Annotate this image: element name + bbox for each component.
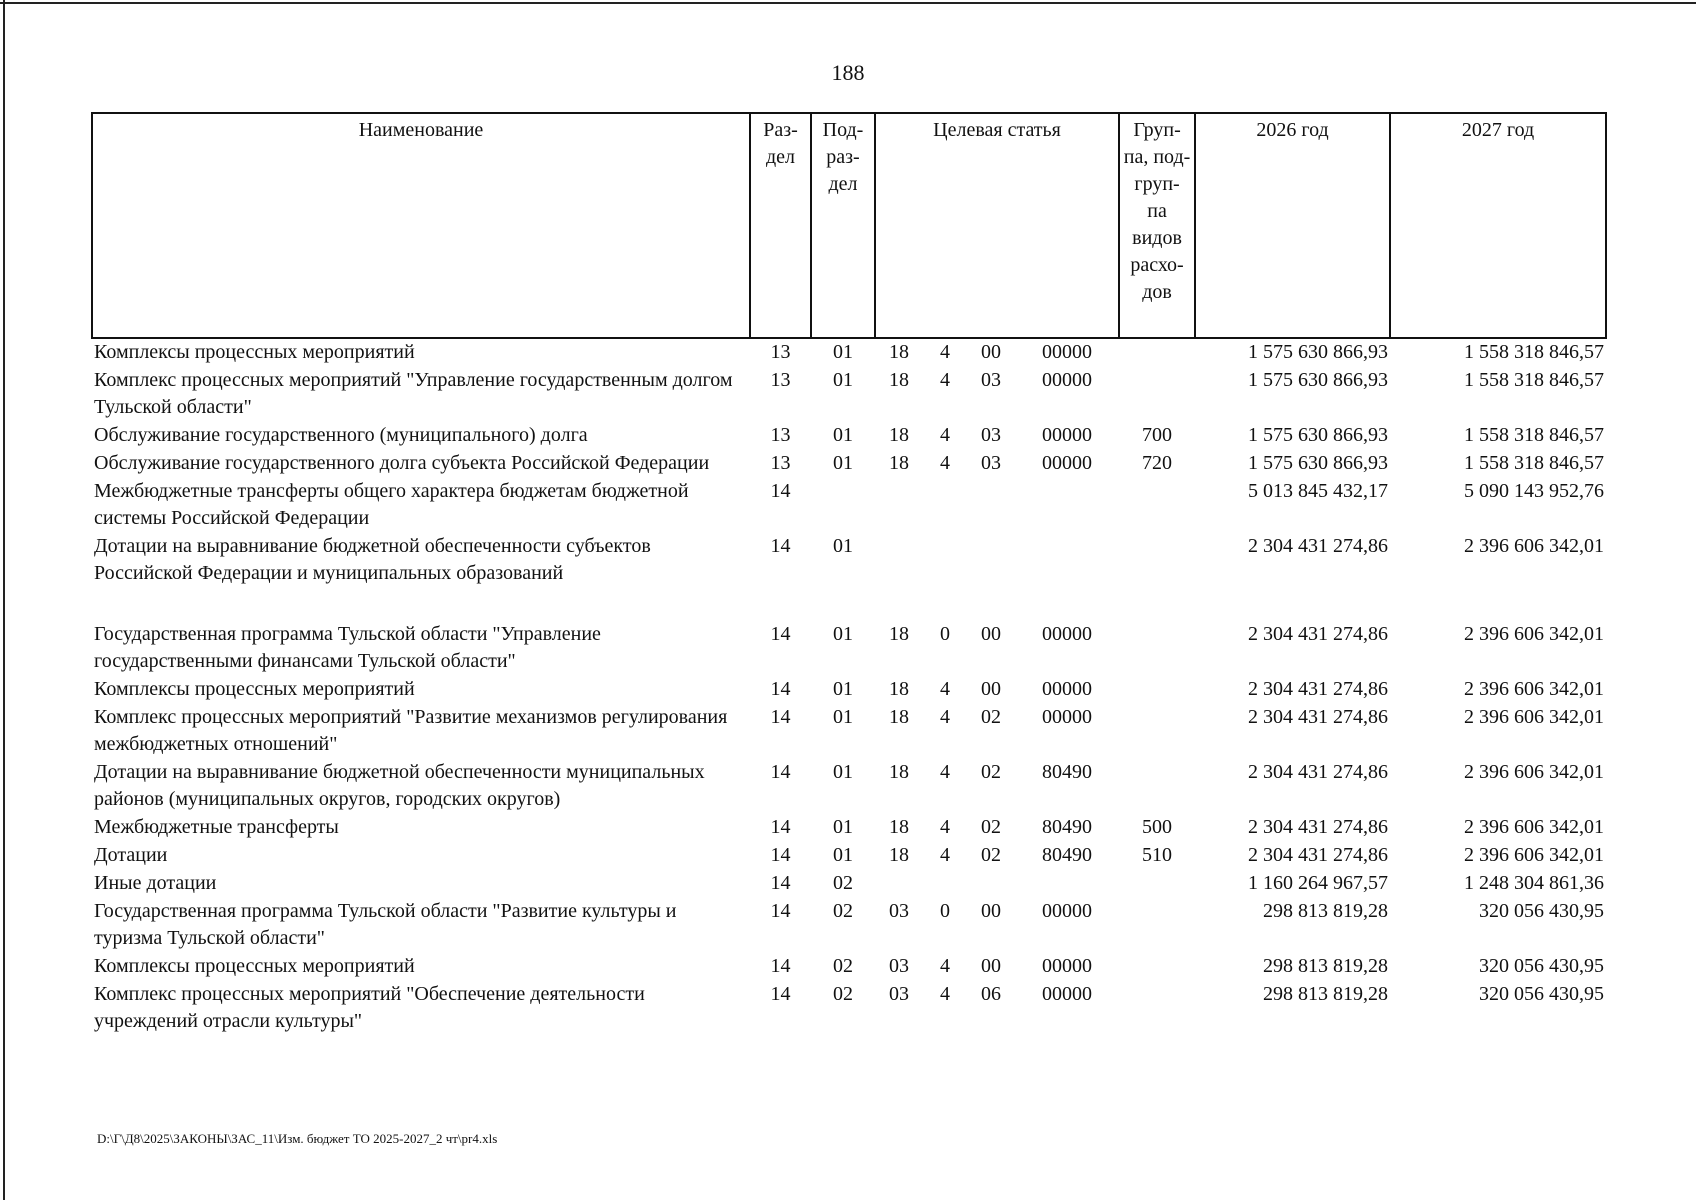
row-razdel: 14: [770, 761, 791, 783]
row-target-direction: 00000: [1042, 900, 1093, 922]
row-target-subprogram: 00: [981, 678, 1001, 700]
row-razdel: 14: [770, 955, 791, 977]
table-row: [92, 870, 1606, 898]
row-expense-group: [1119, 367, 1195, 422]
row-razdel: 13: [770, 369, 791, 391]
row-amount-2027: 1 558 318 846,57: [1464, 452, 1605, 474]
row-podrazdel: 02: [833, 983, 853, 1005]
table-row: [92, 422, 1606, 450]
table-row: [92, 533, 1606, 588]
row-amount-2027: 1 558 318 846,57: [1464, 341, 1605, 363]
row-amount-2026: 298 813 819,28: [1263, 955, 1389, 977]
row-razdel: 14: [770, 678, 791, 700]
row-target-type: 4: [940, 706, 950, 728]
row-amount-2026: 1 575 630 866,93: [1248, 424, 1389, 446]
row-podrazdel: 01: [833, 706, 853, 728]
row-target-subprogram: 00: [981, 955, 1001, 977]
row-razdel: 14: [770, 983, 791, 1005]
header-year-2027: 2027 год: [1390, 113, 1606, 338]
row-amount-2026: 2 304 431 274,86: [1248, 535, 1389, 557]
row-amount-2027: 2 396 606 342,01: [1464, 706, 1605, 728]
row-amount-2026: 1 160 264 967,57: [1248, 872, 1389, 894]
row-name: Дотации на выравнивание бюджетной обеспеченности муниципальных районов (муниципальных округов, городских округов): [94, 761, 705, 810]
row-expense-group: 510: [1142, 844, 1173, 866]
row-podrazdel: 01: [833, 452, 853, 474]
table-row: [92, 814, 1606, 842]
table-row: [92, 338, 1606, 367]
row-target-direction: 00000: [1042, 955, 1093, 977]
row-podrazdel: 01: [833, 844, 853, 866]
header-razdel: Раз- дел: [750, 113, 811, 338]
row-name: Обслуживание государственного (муниципального) долга: [94, 424, 588, 446]
row-target-program: [875, 870, 923, 898]
table-row: [92, 588, 1606, 676]
table-row: [92, 842, 1606, 870]
page-frame-left: [3, 0, 5, 1200]
row-target-type: 4: [940, 761, 950, 783]
row-expense-group: [1119, 981, 1195, 1036]
row-target-type: 4: [940, 369, 950, 391]
row-target-direction: 00000: [1042, 452, 1093, 474]
row-name: Комплексы процессных мероприятий: [94, 341, 415, 363]
row-podrazdel: 01: [833, 535, 853, 557]
row-name: Комплекс процессных мероприятий "Развитие механизмов регулирования межбюджетных отношений": [94, 706, 728, 755]
row-amount-2027: 1 248 304 861,36: [1464, 872, 1605, 894]
row-podrazdel: 02: [833, 872, 853, 894]
row-target-direction: [1015, 478, 1119, 533]
row-target-program: 18: [889, 424, 909, 446]
row-target-direction: 80490: [1042, 761, 1093, 783]
header-target-article: Целевая статья: [875, 113, 1119, 338]
row-podrazdel: 01: [833, 341, 853, 363]
table-body: [92, 338, 1606, 1036]
row-target-program: 18: [889, 678, 909, 700]
row-target-subprogram: 02: [981, 706, 1001, 728]
row-target-type: 4: [940, 983, 950, 1005]
row-target-direction: 00000: [1042, 341, 1093, 363]
row-podrazdel: 02: [833, 900, 853, 922]
row-expense-group: [1119, 533, 1195, 588]
row-razdel: 14: [770, 900, 791, 922]
row-target-program: 18: [889, 341, 909, 363]
row-razdel: 14: [770, 816, 791, 838]
table-row: [92, 704, 1606, 759]
row-target-direction: 00000: [1042, 424, 1093, 446]
row-name: Государственная программа Тульской области "Управление государственными финансами Тульской области": [94, 623, 601, 672]
table-row: [92, 450, 1606, 478]
row-razdel: 14: [770, 706, 791, 728]
row-amount-2027: 5 090 143 952,76: [1464, 480, 1605, 502]
row-target-type: 0: [940, 900, 950, 922]
row-target-direction: [1015, 870, 1119, 898]
row-target-subprogram: 02: [981, 816, 1001, 838]
row-target-subprogram: [967, 870, 1015, 898]
row-expense-group: [1119, 676, 1195, 704]
header-podrazdel: Под- раз- дел: [811, 113, 875, 338]
row-amount-2027: 1 558 318 846,57: [1464, 424, 1605, 446]
row-target-direction: [1015, 533, 1119, 588]
row-name: Государственная программа Тульской области "Развитие культуры и туризма Тульской области": [94, 900, 677, 949]
row-podrazdel: [811, 478, 875, 533]
row-name: Обслуживание государственного долга субъекта Российской Федерации: [94, 452, 710, 474]
row-name: Дотации: [94, 844, 168, 866]
row-target-type: 4: [940, 955, 950, 977]
row-razdel: 14: [770, 844, 791, 866]
row-target-type: 4: [940, 844, 950, 866]
row-razdel: 14: [770, 872, 791, 894]
row-expense-group: [1119, 870, 1195, 898]
row-target-subprogram: [967, 533, 1015, 588]
row-expense-group: [1119, 759, 1195, 814]
row-target-type: 4: [940, 424, 950, 446]
row-target-subprogram: 02: [981, 761, 1001, 783]
row-target-direction: 00000: [1042, 706, 1093, 728]
row-podrazdel: 01: [833, 761, 853, 783]
row-target-program: 18: [889, 844, 909, 866]
row-target-type: 0: [940, 623, 950, 645]
row-target-type: [923, 533, 967, 588]
row-razdel: 14: [770, 535, 791, 557]
row-target-program: 18: [889, 369, 909, 391]
row-target-type: 4: [940, 452, 950, 474]
row-expense-group: [1119, 898, 1195, 953]
row-target-program: [875, 533, 923, 588]
row-amount-2027: 320 056 430,95: [1479, 955, 1605, 977]
row-target-subprogram: 03: [981, 452, 1001, 474]
row-target-direction: 80490: [1042, 844, 1093, 866]
table-header-row: [92, 113, 1606, 338]
row-amount-2026: 298 813 819,28: [1263, 900, 1389, 922]
row-amount-2026: 1 575 630 866,93: [1248, 341, 1389, 363]
row-target-subprogram: 03: [981, 424, 1001, 446]
row-target-direction: 80490: [1042, 816, 1093, 838]
row-name: Межбюджетные трансферты общего характера бюджетам бюджетной системы Российской Федерации: [94, 480, 689, 529]
row-target-subprogram: [967, 478, 1015, 533]
row-name: Комплексы процессных мероприятий: [94, 678, 415, 700]
row-amount-2026: 2 304 431 274,86: [1248, 706, 1389, 728]
row-amount-2026: 2 304 431 274,86: [1248, 678, 1389, 700]
row-expense-group: [1119, 588, 1195, 676]
row-amount-2027: 2 396 606 342,01: [1464, 623, 1605, 645]
row-expense-group: 700: [1142, 424, 1173, 446]
row-name: Межбюджетные трансферты: [94, 816, 339, 838]
row-amount-2027: 2 396 606 342,01: [1464, 535, 1605, 557]
row-target-subprogram: 00: [981, 623, 1001, 645]
row-podrazdel: 01: [833, 424, 853, 446]
row-target-program: 03: [889, 983, 909, 1005]
row-amount-2026: 5 013 845 432,17: [1248, 480, 1389, 502]
row-target-program: 18: [889, 452, 909, 474]
row-expense-group: 500: [1142, 816, 1173, 838]
row-target-direction: 00000: [1042, 678, 1093, 700]
row-name: Иные дотации: [94, 872, 217, 894]
row-amount-2027: 2 396 606 342,01: [1464, 816, 1605, 838]
row-razdel: 13: [770, 452, 791, 474]
row-target-subprogram: 02: [981, 844, 1001, 866]
budget-table: [91, 112, 1607, 1036]
header-year-2026: 2026 год: [1195, 113, 1390, 338]
row-amount-2027: 2 396 606 342,01: [1464, 678, 1605, 700]
row-name: Комплекс процессных мероприятий "Управление государственным долгом Тульской области": [94, 369, 733, 418]
row-amount-2026: 2 304 431 274,86: [1248, 816, 1389, 838]
row-target-type: [923, 478, 967, 533]
table-row: [92, 898, 1606, 953]
page-number: 188: [831, 60, 865, 85]
row-podrazdel: 01: [833, 369, 853, 391]
row-target-program: 18: [889, 623, 909, 645]
table-row: [92, 478, 1606, 533]
row-target-program: 18: [889, 706, 909, 728]
row-amount-2026: 2 304 431 274,86: [1248, 844, 1389, 866]
row-amount-2027: 2 396 606 342,01: [1464, 844, 1605, 866]
row-amount-2026: 2 304 431 274,86: [1248, 761, 1389, 783]
row-podrazdel: 01: [833, 816, 853, 838]
row-target-program: 18: [889, 761, 909, 783]
row-razdel: 13: [770, 341, 791, 363]
row-target-direction: 00000: [1042, 369, 1093, 391]
header-expense-group: Груп- па, под- груп- па видов расхо- дов: [1119, 113, 1195, 338]
table-row: [92, 367, 1606, 422]
row-razdel: 13: [770, 424, 791, 446]
row-target-subprogram: 00: [981, 341, 1001, 363]
row-target-direction: 00000: [1042, 623, 1093, 645]
row-amount-2026: 298 813 819,28: [1263, 983, 1389, 1005]
page-frame-top: [0, 2, 1696, 4]
row-amount-2026: 1 575 630 866,93: [1248, 452, 1389, 474]
table-row: [92, 759, 1606, 814]
row-amount-2027: 320 056 430,95: [1479, 900, 1605, 922]
table-row: [92, 981, 1606, 1036]
row-razdel: 14: [770, 623, 791, 645]
table-row: [92, 676, 1606, 704]
row-podrazdel: 01: [833, 678, 853, 700]
row-amount-2026: 2 304 431 274,86: [1248, 623, 1389, 645]
row-target-type: [923, 870, 967, 898]
row-target-subprogram: 03: [981, 369, 1001, 391]
row-amount-2027: 320 056 430,95: [1479, 983, 1605, 1005]
row-expense-group: [1119, 953, 1195, 981]
row-target-program: 18: [889, 816, 909, 838]
row-expense-group: [1119, 338, 1195, 367]
row-target-subprogram: 00: [981, 900, 1001, 922]
row-target-direction: 00000: [1042, 983, 1093, 1005]
row-target-subprogram: 06: [981, 983, 1001, 1005]
row-target-program: 03: [889, 955, 909, 977]
table-row: [92, 953, 1606, 981]
row-expense-group: 720: [1142, 452, 1173, 474]
row-amount-2026: 1 575 630 866,93: [1248, 369, 1389, 391]
row-target-type: 4: [940, 816, 950, 838]
row-target-program: 03: [889, 900, 909, 922]
row-amount-2027: 1 558 318 846,57: [1464, 369, 1605, 391]
header-name: Наименование: [92, 113, 750, 338]
row-podrazdel: 01: [833, 623, 853, 645]
row-podrazdel: 02: [833, 955, 853, 977]
row-name: Дотации на выравнивание бюджетной обеспеченности субъектов Российской Федерации и муниципальных образований: [94, 535, 651, 584]
row-target-type: 4: [940, 341, 950, 363]
row-name: Комплексы процессных мероприятий: [94, 955, 415, 977]
row-expense-group: [1119, 478, 1195, 533]
row-target-type: 4: [940, 678, 950, 700]
file-path-footer: D:\Г\Д8\2025\ЗАКОНЫ\ЗАС_11\Изм. бюджет ТО 2025-2027_2 чт\pr4.xls: [97, 1131, 498, 1146]
row-razdel: 14: [770, 480, 791, 502]
row-target-program: [875, 478, 923, 533]
row-expense-group: [1119, 704, 1195, 759]
row-amount-2027: 2 396 606 342,01: [1464, 761, 1605, 783]
row-name: Комплекс процессных мероприятий "Обеспечение деятельности учреждений отрасли культуры": [94, 983, 645, 1032]
